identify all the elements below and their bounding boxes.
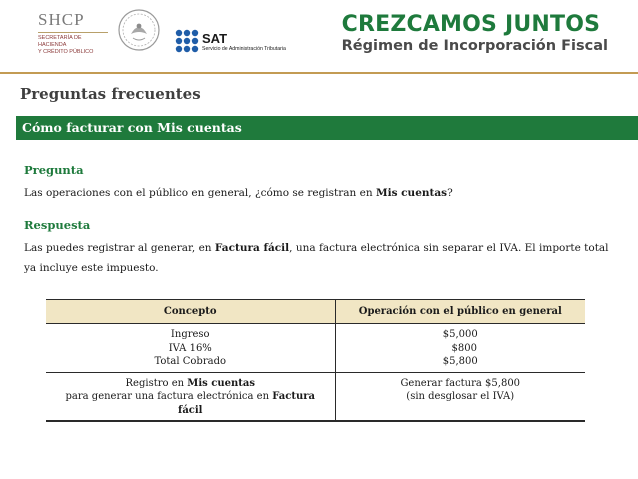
cell-line: Ingreso (170, 329, 210, 340)
cell-text-bold: Factura (272, 391, 315, 402)
answer-text-start: Las puedes registrar al generar, en (24, 242, 215, 254)
sat-logo-subtitle: Servicio de Administración Tributaria (202, 46, 286, 52)
shcp-sub-2: Y CRÉDITO PÚBLICO (38, 49, 94, 55)
section-title: Preguntas frecuentes (20, 85, 201, 103)
operations-table (46, 299, 585, 422)
topic-banner-text: Cómo facturar con Mis cuentas (22, 120, 242, 135)
cell-line: Total Cobrado (154, 356, 226, 367)
question-text-end: ? (447, 187, 453, 199)
column-header-operacion: Operación con el público en general (335, 300, 585, 324)
cell-line: (sin desglosar el IVA) (406, 391, 515, 402)
shcp-sub-1: SECRETARÍA DE HACIENDA (38, 35, 82, 48)
table-cell-value (335, 324, 585, 373)
question-text-start: Las operaciones con el público en general, ¿cómo se registran en (24, 187, 376, 199)
cell-text-bold: Mis cuentas (187, 377, 255, 389)
cell-line (50, 390, 331, 404)
header-divider (0, 72, 638, 74)
question-text (24, 183, 624, 203)
shcp-logo (38, 10, 110, 56)
answer-text (24, 238, 624, 278)
cell-line: $5,800 (442, 356, 478, 367)
campaign-subtitle: Régimen de Incorporación Fiscal (341, 38, 608, 54)
answer-text-bold: Factura fácil (214, 242, 290, 254)
cell-line: IVA 16% (168, 342, 212, 354)
cell-text: Registro en (125, 377, 188, 389)
answer-label: Respuesta (24, 218, 91, 232)
table-cell-concept (46, 372, 335, 421)
cell-line: $5,000 (442, 329, 478, 340)
sat-logo-text: SAT (202, 31, 228, 46)
campaign-block (342, 12, 608, 54)
cell-line (50, 377, 331, 391)
table-header-row (46, 300, 585, 324)
sat-logo (175, 29, 325, 59)
cell-line: Generar factura $5,800 (400, 377, 521, 389)
page-header (0, 0, 638, 72)
column-header-concepto: Concepto (46, 300, 335, 324)
topic-banner (16, 116, 638, 140)
table-row (46, 324, 585, 373)
table-cell-value (335, 372, 585, 421)
table-row (46, 372, 585, 421)
question-text-bold: Mis cuentas (375, 187, 448, 199)
cell-line: $800 (451, 342, 477, 354)
table-cell-concept (46, 324, 335, 373)
sat-dots-icon (175, 29, 199, 53)
national-seal-icon (117, 8, 161, 52)
shcp-rule (38, 32, 108, 33)
cell-text-bold: fácil (178, 404, 203, 416)
cell-line (50, 404, 331, 418)
question-label: Pregunta (24, 163, 84, 177)
answer-text-end: , una factura electrónica sin separar el IVA. El importe total ya incluye este impuesto. (24, 242, 609, 274)
cell-text: para generar una factura electrónica en (65, 391, 273, 402)
campaign-title: CREZCAMOS JUNTOS (341, 12, 601, 37)
shcp-logo-text: SHCP (38, 10, 85, 29)
